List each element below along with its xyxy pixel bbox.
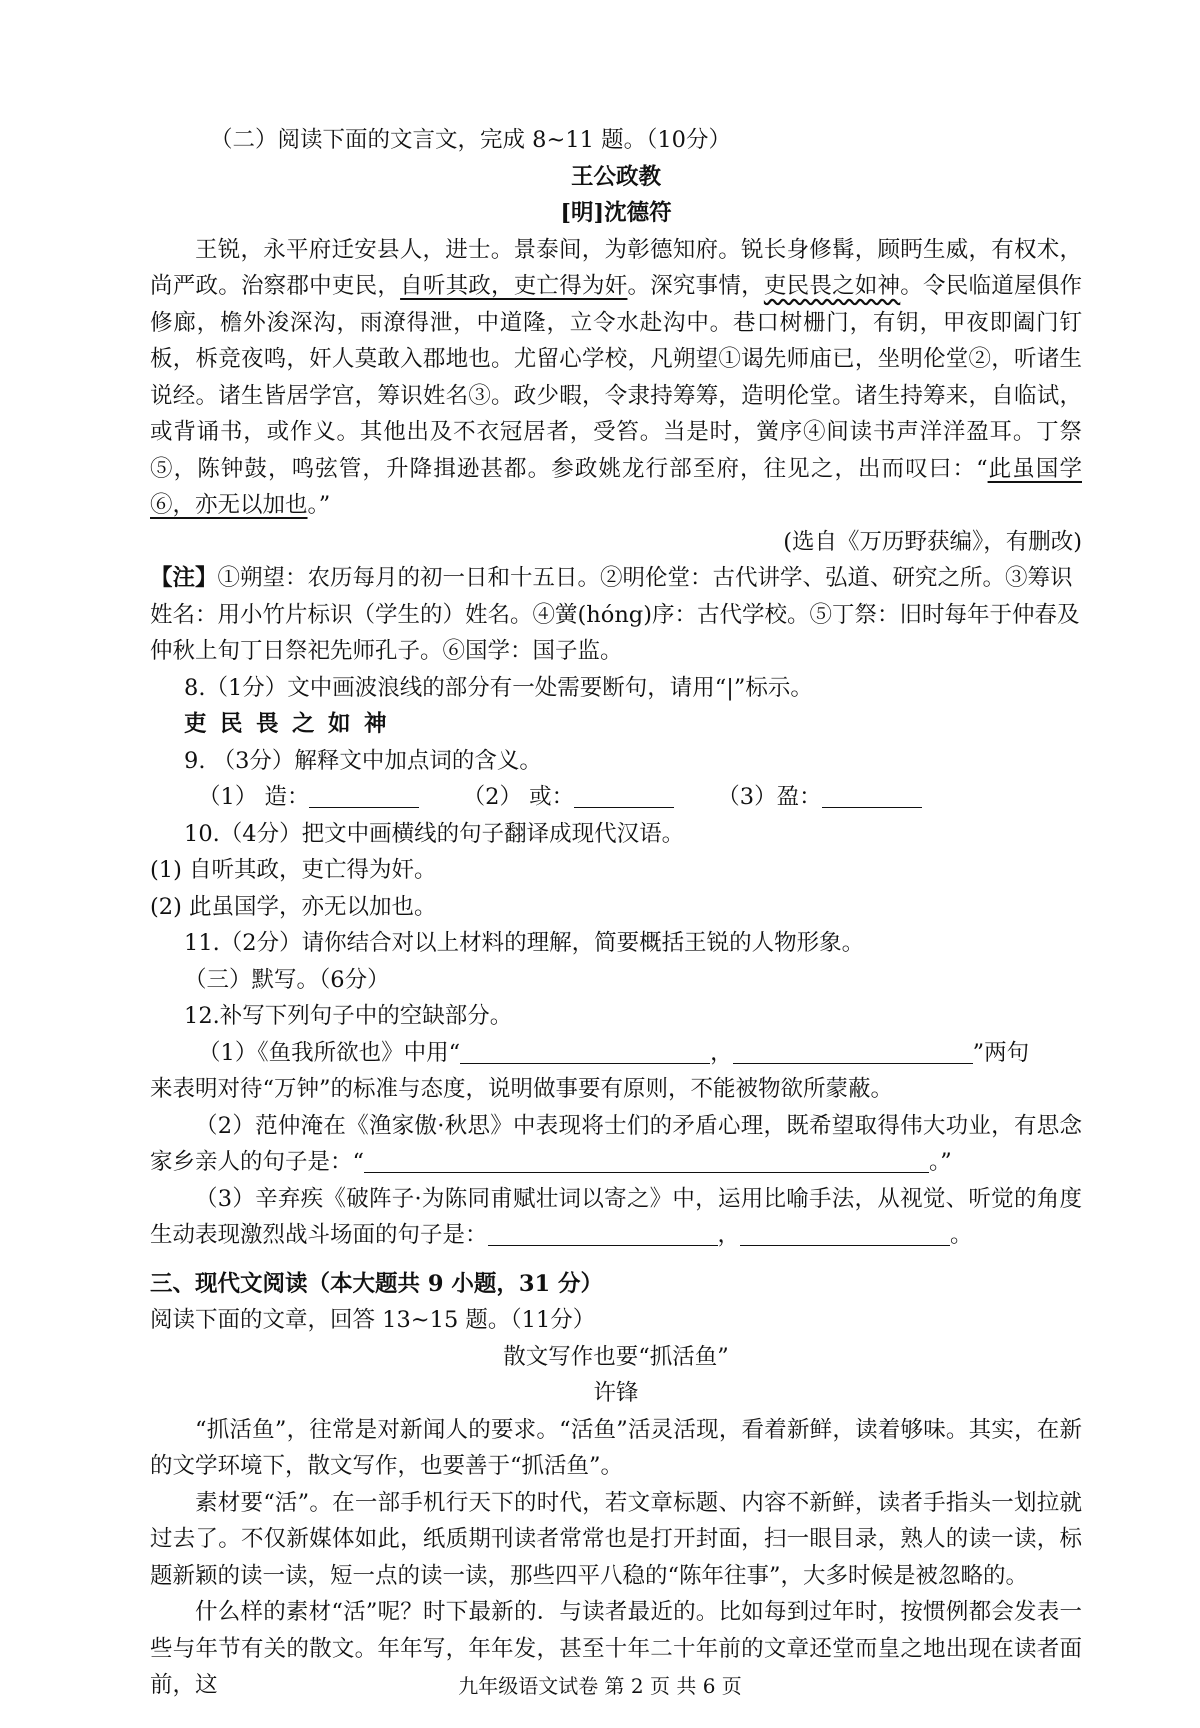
question-10: 10.（4分）把文中画横线的句子翻译成现代汉语。 [184,820,685,847]
underlined-sentence-1: 自听其政，吏亡得为奸 [400,273,628,299]
question-11: 11.（2分）请你结合对以上材料的理解，简要概括王锐的人物形象。 [184,930,865,956]
question-12-item-3: （3）辛弃疾《破阵子·为陈同甫赋壮词以寄之》中，运用比喻手法，从视觉、听觉的角度生动表现激烈战斗场面的句子是： ， 。 [150,1185,1082,1248]
part-heading: 三、现代文阅读（本大题共 9 小题，31 分） [150,1270,603,1297]
question-8: 8.（1分）文中画波浪线的部分有一处需要断句，请用“|”标示。 [184,674,813,701]
section-heading: （三）默写。（6分） [184,966,390,993]
classical-passage: 王锐，永平府迁安县人，进士。景泰间，为彰德知府。锐长身修髯，顾眄生威，有权术，尚严政。治察郡中吏民，自听其政，吏亡得为奸。深究事情，吏民畏之如神。令民临道屋俱作修廊，檐外浚深沟，雨潦得泄，中道隆，立令水赴沟中。巷口树栅门，有钥，甲夜即阖门钉板，柝竞夜鸣，奸人莫敢入郡地也。尤留心学校，凡朔望①谒先师庙已，坐明伦堂②，听诸生说经。诸生皆居学宫，筹识姓名③。政少暇，令隶持筹筹，造明伦堂。诸生持筹来，自临试，或背诵书，或作义。其他出及不衣冠居者，受笞。当是时，黉序④间读书声洋洋盈耳。丁祭⑤，陈钟鼓，鸣弦管，升降揖逊甚都。参政姚龙行部至府，往见之，出而叹曰：“此虽国学⑥，亦无以加也。” [150,236,1082,518]
essay-paragraph: “抓活鱼”，往常是对新闻人的要求。“活鱼”活灵活现，看着新鲜，读着够味。其实，在新的文学环境下，散文写作，也要善于“抓活鱼”。 [150,1416,1082,1479]
underlined-sentence-2: 此虽国学⑥，亦无以加也 [150,455,1082,518]
answer-blank[interactable] [740,1221,950,1246]
annotations: 【注】①朔望：农历每月的初一日和十五日。②明伦堂：古代讲学、弘道、研究之所。③筹识姓名：用小竹片标识（学生的）姓名。④黉(hóng)序：古代学校。⑤丁祭：旧时每年于仲春及仲秋上旬丁日祭祀先师孔子。⑥国学：国子监。 [150,565,1080,664]
answer-blank[interactable] [364,1148,929,1173]
essay-title: 散文写作也要“抓活鱼” [503,1343,729,1370]
question-12-item-1-cont: 来表明对待“万钟”的标准与态度，说明做事要有原则，不能被物欲所蒙蔽。 [150,1076,894,1102]
question-12-item-2: （2）范仲淹在《渔家傲·秋思》中表现将士们的矛盾心理，既希望取得伟大功业，有思念家乡亲人的句子是：“ 。” [150,1112,1082,1175]
question-12: 12.补写下列句子中的空缺部分。 [184,1003,513,1029]
answer-blank[interactable] [822,783,922,808]
wavy-underlined-phrase: 吏民畏之如神 [763,273,901,299]
question-9-options: （1） 造： （2） 或： （3）盈： [150,779,1082,816]
answer-blank[interactable] [733,1039,973,1064]
section-heading: （二）阅读下面的文言文，完成 8~11 题。（10分） [210,127,731,153]
question-8-phrase: 吏民畏之如神 [184,711,401,737]
question-10-sentence-2: (2) 此虽国学，亦无以加也。 [150,893,437,920]
answer-blank[interactable] [488,1221,718,1246]
page-footer: 九年级语文试卷 第 2 页 共 6 页 [458,1674,742,1698]
question-9: 9. （3分）解释文中加点词的含义。 [184,747,542,774]
passage-source: (选自《万历野获编》，有删改) [783,528,1082,555]
part-instruction: 阅读下面的文章，回答 13~15 题。（11分） [150,1307,596,1333]
answer-blank[interactable] [574,783,674,808]
passage-author: [明]沈德符 [560,200,672,226]
essay-author: 许锋 [593,1380,639,1406]
question-10-sentence-1: (1) 自听其政，吏亡得为奸。 [150,857,437,883]
answer-blank[interactable] [460,1039,710,1064]
answer-blank[interactable] [309,783,419,808]
passage-title: 王公政教 [570,163,661,190]
question-12-item-1: （1）《鱼我所欲也》中用“ ， ”两句 [198,1039,1030,1066]
essay-paragraph: 素材要“活”。在一部手机行天下的时代，若文章标题、内容不新鲜，读者手指头一划拉就过去了。不仅新媒体如此，纸质期刊读者常常也是打开封面，扫一眼目录，熟人的读一读，标题新颖的读一读，短一点的读一读，那些四平八稳的“陈年往事”，大多时候是被忽略的。 [150,1489,1082,1589]
essay-paragraph: 什么样的素材“活”呢？时下最新的．与读者最近的。比如每到过年时，按惯例都会发表一些与年节有关的散文。年年写，年年发，甚至十年二十年前的文章还堂而皇之地出现在读者面前，这 [150,1599,1082,1698]
